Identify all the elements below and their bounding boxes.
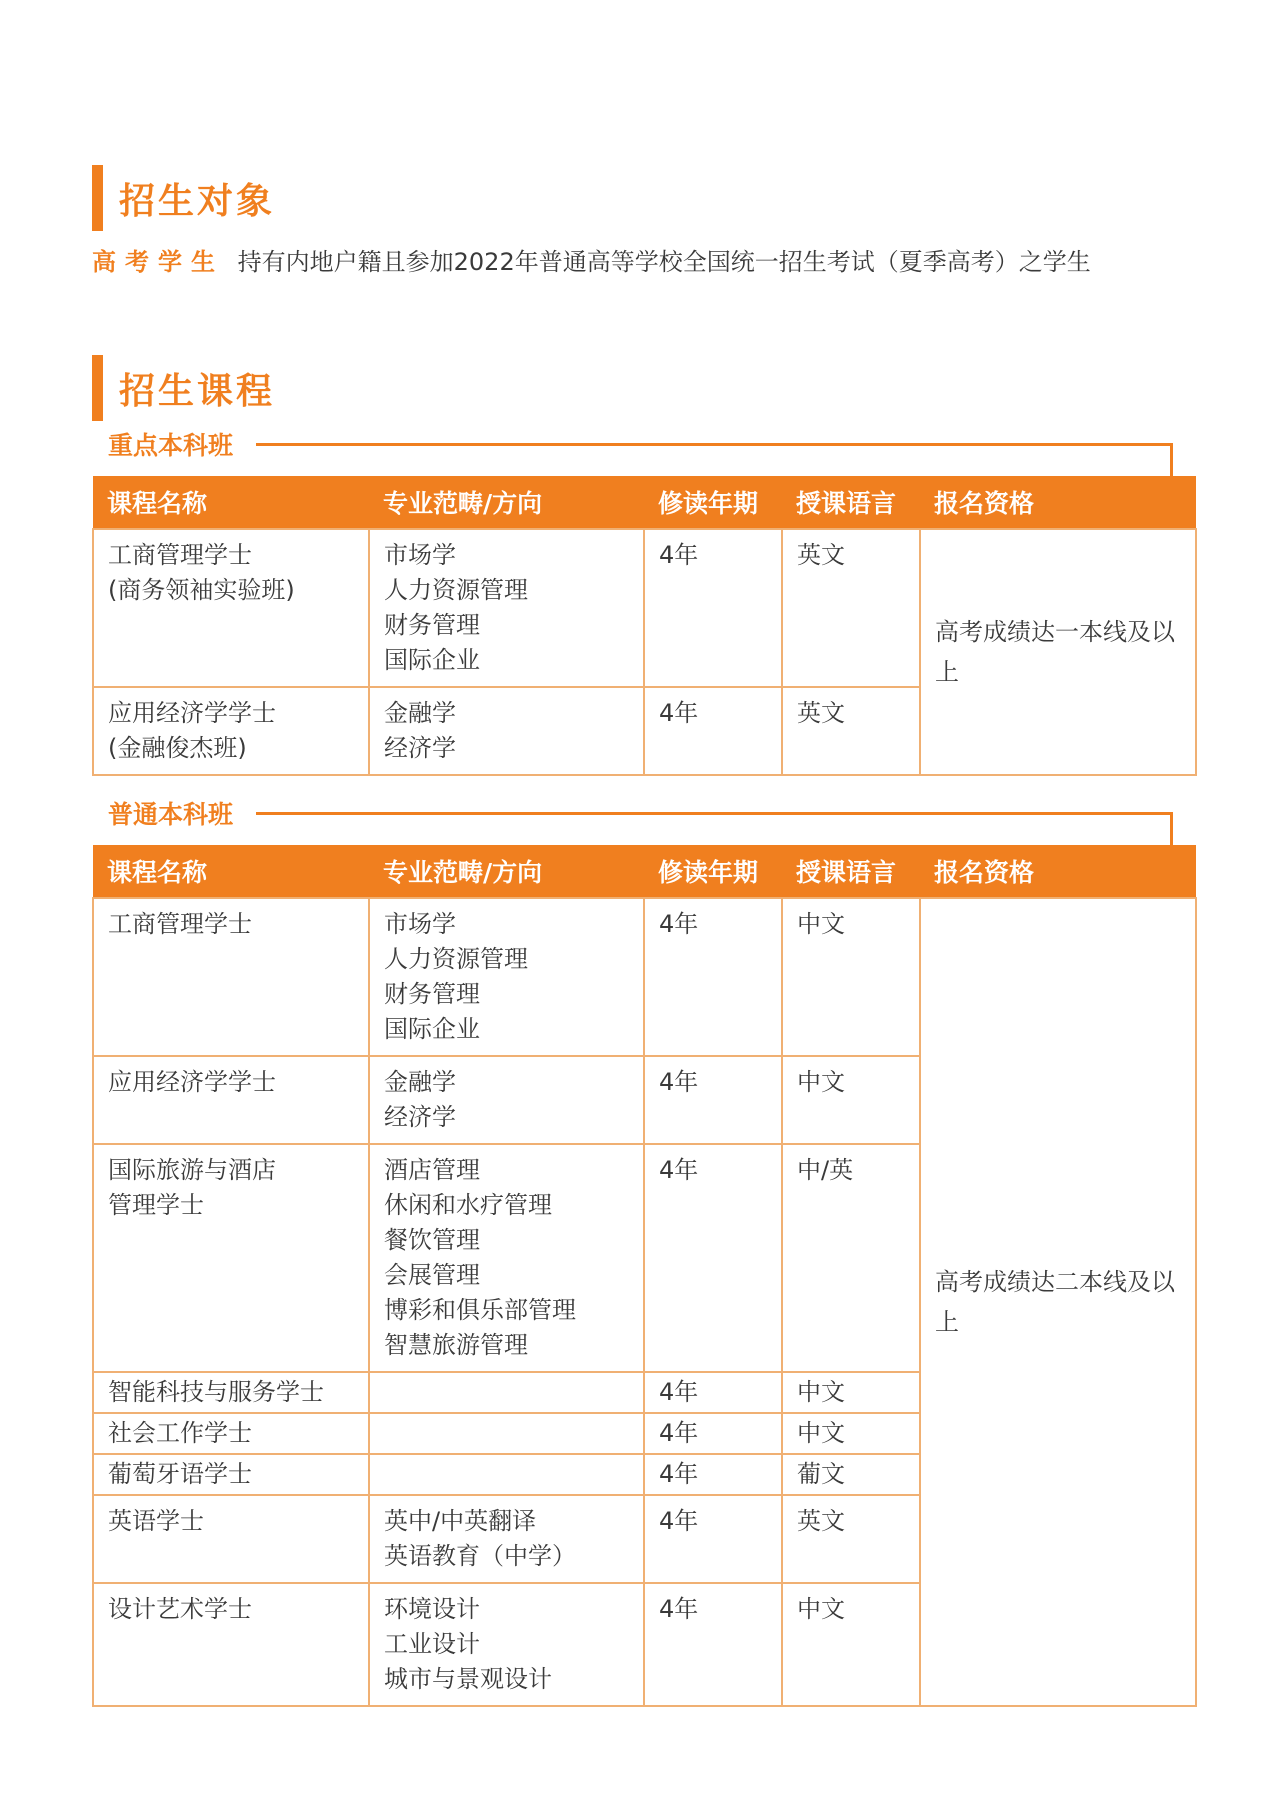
key-class-label: 重点本科班 (108, 429, 245, 463)
key-class-table (92, 476, 1197, 776)
major-item: 人力资源管理 (384, 945, 528, 973)
header-qualification: 报名资格 (920, 476, 1196, 529)
major-item: 酒店管理 (384, 1156, 480, 1184)
course-name: (金融俊杰班) (108, 734, 247, 762)
language-cell: 中文 (782, 898, 920, 1056)
header-qualification: 报名资格 (920, 845, 1196, 898)
table-row (93, 898, 1196, 1056)
qualification-text: 高考成绩达二本线及以上 (935, 1268, 1175, 1336)
major-item: 金融学 (384, 1068, 456, 1096)
years-cell: 4年 (644, 1144, 782, 1372)
key-class-bracket (256, 443, 1173, 476)
years-cell: 4年 (644, 1056, 782, 1144)
major-item: 经济学 (384, 1103, 456, 1131)
language-cell: 葡文 (782, 1454, 920, 1495)
major-item: 环境设计 (384, 1595, 480, 1623)
course-name-cell (93, 529, 369, 687)
header-language: 授课语言 (782, 845, 920, 898)
course-name-cell (93, 1454, 369, 1495)
header-language: 授课语言 (782, 476, 920, 529)
language-cell: 中/英 (782, 1144, 920, 1372)
years-cell: 4年 (644, 898, 782, 1056)
section-title-programs: 招生课程 (92, 355, 275, 421)
table-header-row (93, 845, 1196, 898)
course-name-cell (93, 1372, 369, 1413)
major-item: 工业设计 (384, 1630, 480, 1658)
language-cell: 中文 (782, 1413, 920, 1454)
years-cell: 4年 (644, 1413, 782, 1454)
header-major: 专业范畴/方向 (369, 476, 644, 529)
header-major: 专业范畴/方向 (369, 845, 644, 898)
header-years: 修读年期 (644, 476, 782, 529)
header-course-name: 课程名称 (93, 476, 369, 529)
course-name: 葡萄牙语学士 (108, 1460, 252, 1488)
qualification-text: 高考成绩达一本线及以上 (935, 618, 1175, 686)
major-item: 智慧旅游管理 (384, 1331, 528, 1359)
target-description: 持有内地户籍且参加2022年普通高等学校全国统一招生考试（夏季高考）之学生 (237, 248, 1091, 276)
years-cell: 4年 (644, 1495, 782, 1583)
major-item: 英中/中英翻译 (384, 1507, 537, 1535)
enrollment-target-line (92, 242, 1091, 277)
course-name: 设计艺术学士 (108, 1595, 252, 1623)
table-header-row (93, 476, 1196, 529)
major-item: 市场学 (384, 541, 456, 569)
major-item: 休闲和水疗管理 (384, 1191, 552, 1219)
major-item: 国际企业 (384, 1015, 480, 1043)
table-row (93, 529, 1196, 687)
course-name-cell (93, 1056, 369, 1144)
language-cell: 英文 (782, 687, 920, 775)
course-name-cell (93, 1583, 369, 1706)
course-name-cell (93, 1144, 369, 1372)
years-cell: 4年 (644, 529, 782, 687)
majors-cell (369, 1495, 644, 1583)
general-class-bracket (256, 812, 1173, 845)
course-name: 应用经济学学士 (108, 699, 276, 727)
majors-cell (369, 1372, 644, 1413)
major-item: 英语教育（中学） (384, 1542, 576, 1570)
general-class-table (92, 845, 1197, 1707)
major-item: 财务管理 (384, 611, 480, 639)
majors-cell (369, 1144, 644, 1372)
major-item: 城市与景观设计 (384, 1665, 552, 1693)
major-item: 金融学 (384, 699, 456, 727)
years-cell: 4年 (644, 687, 782, 775)
language-cell: 中文 (782, 1583, 920, 1706)
header-course-name: 课程名称 (93, 845, 369, 898)
language-cell: 中文 (782, 1372, 920, 1413)
major-item: 人力资源管理 (384, 576, 528, 604)
language-cell: 英文 (782, 529, 920, 687)
qualification-cell (920, 898, 1196, 1706)
course-name: 管理学士 (108, 1191, 204, 1219)
course-name-cell (93, 898, 369, 1056)
course-name-cell (93, 1413, 369, 1454)
years-cell: 4年 (644, 1372, 782, 1413)
major-item: 餐饮管理 (384, 1226, 480, 1254)
majors-cell (369, 1583, 644, 1706)
years-cell: 4年 (644, 1583, 782, 1706)
majors-cell (369, 1454, 644, 1495)
majors-cell (369, 529, 644, 687)
course-name: 应用经济学学士 (108, 1068, 276, 1096)
course-name: (商务领袖实验班) (108, 576, 295, 604)
general-class-label: 普通本科班 (108, 798, 245, 832)
major-item: 博彩和俱乐部管理 (384, 1296, 576, 1324)
major-item: 会展管理 (384, 1261, 480, 1289)
course-name: 工商管理学士 (108, 541, 252, 569)
language-cell: 英文 (782, 1495, 920, 1583)
majors-cell (369, 1413, 644, 1454)
course-name-cell (93, 687, 369, 775)
course-name: 国际旅游与酒店 (108, 1156, 276, 1184)
header-years: 修读年期 (644, 845, 782, 898)
majors-cell (369, 898, 644, 1056)
major-item: 国际企业 (384, 646, 480, 674)
course-name: 社会工作学士 (108, 1419, 252, 1447)
course-name: 工商管理学士 (108, 910, 252, 938)
language-cell: 中文 (782, 1056, 920, 1144)
target-tag: 高考学生 (92, 248, 224, 276)
major-item: 经济学 (384, 734, 456, 762)
majors-cell (369, 1056, 644, 1144)
course-name-cell (93, 1495, 369, 1583)
majors-cell (369, 687, 644, 775)
qualification-cell (920, 529, 1196, 775)
major-item: 市场学 (384, 910, 456, 938)
course-name: 智能科技与服务学士 (108, 1378, 324, 1406)
course-name: 英语学士 (108, 1507, 204, 1535)
major-item: 财务管理 (384, 980, 480, 1008)
years-cell: 4年 (644, 1454, 782, 1495)
section-title-enrollment-target: 招生对象 (92, 165, 275, 231)
